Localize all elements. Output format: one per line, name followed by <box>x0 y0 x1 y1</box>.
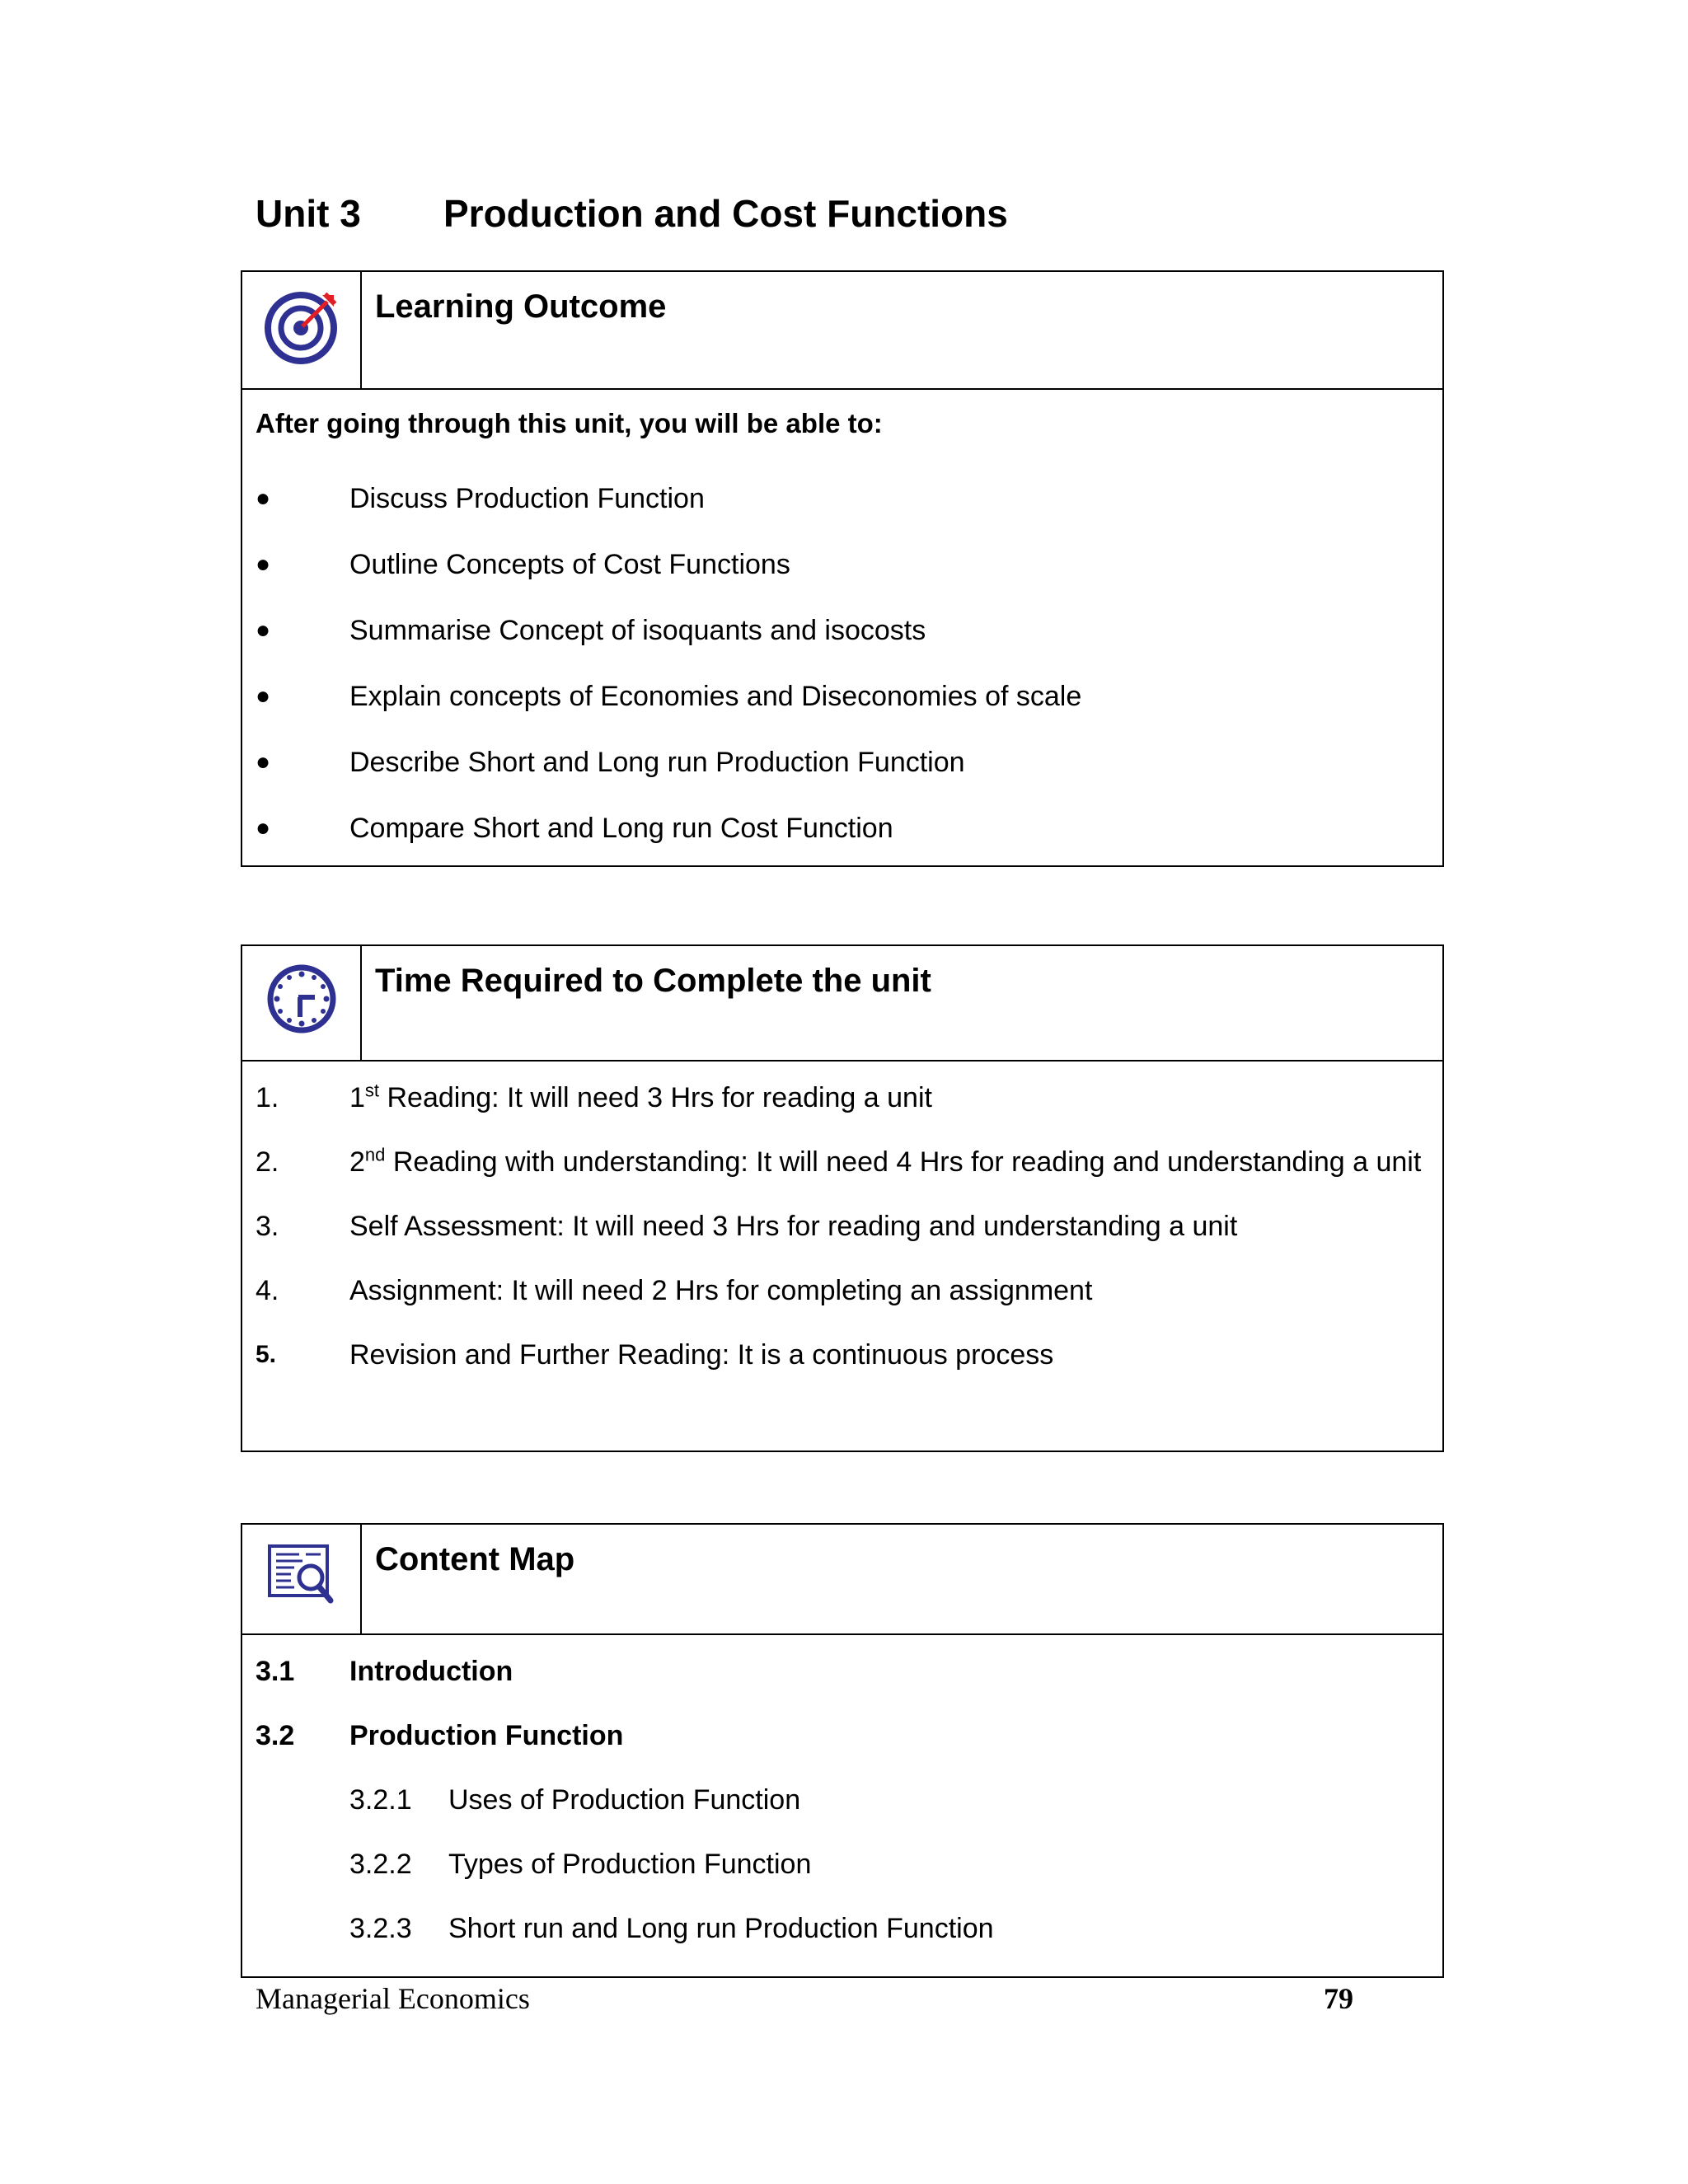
footer-page-number: 79 <box>1324 1982 1353 2015</box>
target-icon <box>265 288 339 364</box>
unit-name: Production and Cost Functions <box>443 192 1008 235</box>
content-map-header <box>242 1525 1442 1635</box>
list-item: ● Discuss Production Function <box>256 483 705 514</box>
content-map-icon-cell <box>242 1525 362 1633</box>
clock-icon <box>265 963 338 1035</box>
learning-outcome-header <box>242 272 1442 390</box>
list-item: 3.2.2 Types of Production Function <box>349 1849 812 1880</box>
list-item: 3. Self Assessment: It will need 3 Hrs for reading and understanding a unit <box>256 1211 1238 1242</box>
content-map-heading: Content Map <box>375 1541 575 1577</box>
list-item: 3.1 Introduction <box>256 1656 513 1687</box>
content-map-box <box>241 1523 1444 1978</box>
footer-book-title: Managerial Economics <box>256 1982 530 2015</box>
learning-outcome-body <box>242 408 1442 853</box>
list-item: 3.2 Production Function <box>256 1720 624 1751</box>
list-item: 4. Assignment: It will need 2 Hrs for completing an assignment <box>256 1275 1093 1306</box>
list-item: 2. 2nd Reading with understanding: It will need 4 Hrs for reading and understanding a unit <box>256 1144 1422 1178</box>
content-map-body <box>242 1647 1442 1953</box>
time-required-heading: Time Required to Complete the unit <box>375 963 931 999</box>
document-search-icon <box>266 1543 337 1605</box>
learning-outcome-box <box>241 270 1444 867</box>
learning-outcome-lead: After going through this unit, you will be able to: <box>256 408 883 438</box>
list-item: ● Summarise Concept of isoquants and isocosts <box>256 615 926 646</box>
learning-outcome-icon-cell <box>242 272 362 388</box>
list-item: 3.2.1 Uses of Production Function <box>349 1784 801 1816</box>
list-item: 1. 1st Reading: It will need 3 Hrs for reading a unit <box>256 1080 932 1113</box>
time-required-body <box>242 1073 1442 1380</box>
unit-title <box>256 191 1008 236</box>
list-item: ● Describe Short and Long run Production Function <box>256 747 965 778</box>
list-item: 3.2.3 Short run and Long run Production Function <box>349 1913 994 1944</box>
list-item: 5. Revision and Further Reading: It is a continuous process <box>256 1339 1054 1371</box>
time-required-icon-cell <box>242 946 362 1060</box>
time-required-box <box>241 944 1444 1452</box>
list-item: ● Outline Concepts of Cost Functions <box>256 549 790 580</box>
list-item: ● Explain concepts of Economies and Diseconomies of scale <box>256 681 1082 712</box>
learning-outcome-heading: Learning Outcome <box>375 288 667 325</box>
time-required-header <box>242 946 1442 1062</box>
unit-number: Unit 3 <box>256 192 361 235</box>
list-item: ● Compare Short and Long run Cost Function <box>256 813 893 844</box>
